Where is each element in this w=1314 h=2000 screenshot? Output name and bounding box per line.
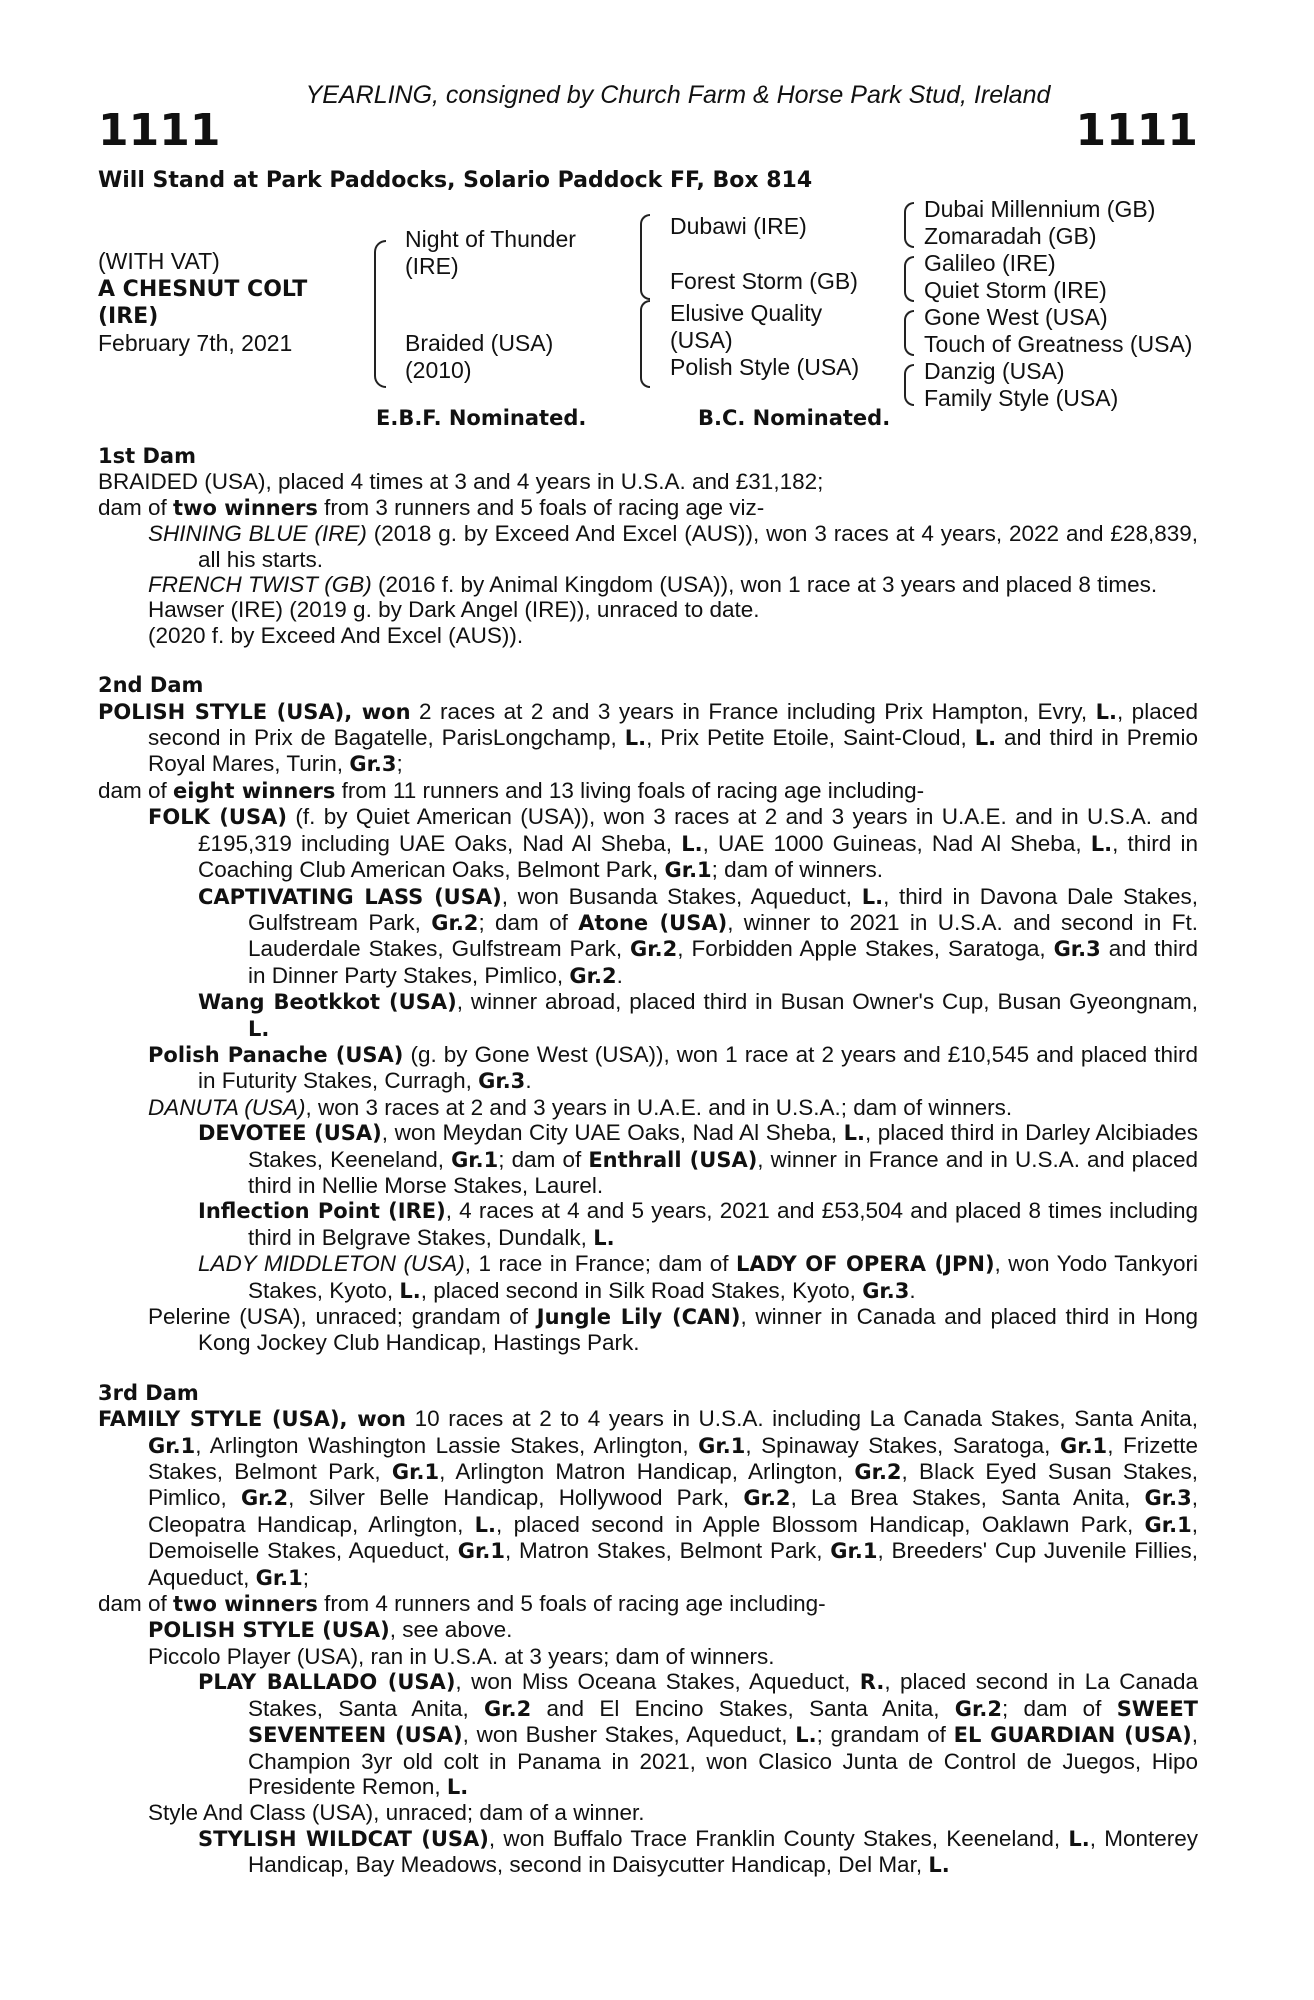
pedigree-table (98, 196, 1198, 411)
ebf-nomination: E.B.F. Nominated. (376, 406, 587, 430)
bc-nomination: B.C. Nominated. (698, 406, 891, 430)
sire-brace (640, 214, 650, 300)
brace-gen3-4 (904, 364, 914, 406)
dam-sire: Elusive Quality (670, 300, 823, 326)
produce-entry: Pelerine (USA), unraced; grandam of Jungle Lily (CAN), winner in Canada and placed third in Hong Kong Jockey Club Handicap, Hastings Park. (148, 1304, 1198, 1356)
first-dam-section (98, 469, 1198, 648)
vat-note: (WITH VAT) (98, 248, 220, 274)
lot-number-right: 1111 (1075, 105, 1198, 156)
third-dam-heading: 3rd Dam (98, 1380, 199, 1405)
dam-year: (2010) (405, 357, 472, 383)
produce-entry: FOLK (USA) (f. by Quiet American (USA)), won 3 races at 2 and 3 years in U.A.E. and in U.S.A. and £195,319 including UAE Oaks, Nad Al Sheba, L., UAE 1000 Guineas, Nad Al Sheba, L., third in Coaching Club American Oaks, Belmont Park, Gr.1; dam of winners. (148, 804, 1198, 883)
sire-dam-dam: Quiet Storm (IRE) (924, 277, 1107, 303)
horse-name: A CHESNUT COLT (98, 277, 308, 302)
parents-brace (374, 240, 386, 388)
produce-entry: Inflection Point (IRE), 4 races at 4 and 5 years, 2021 and £53,504 and placed 8 times including third in Belgrave Stakes, Dundalk, L. (198, 1198, 1198, 1250)
produce-entry: (2020 f. by Exceed And Excel (AUS)). (148, 622, 524, 648)
produce-entry: POLISH STYLE (USA), see above. (148, 1617, 513, 1643)
produce-entry: Piccolo Player (USA), ran in U.S.A. at 3 years; dam of winners. (148, 1643, 775, 1669)
dam-dam: Polish Style (USA) (670, 354, 860, 380)
nominations (98, 404, 1198, 444)
dam-dam-sire: Danzig (USA) (924, 358, 1065, 384)
consignor-line: YEARLING, consigned by Church Farm & Horse Park Stud, Ireland (305, 81, 1051, 109)
produce-entry: Polish Panache (USA) (g. by Gone West (USA)), won 1 race at 2 years and £10,545 and placed third in Futurity Stakes, Curragh, Gr.3. (148, 1041, 1199, 1094)
produce-entry: Hawser (IRE) (2019 g. by Dark Angel (IRE)), unraced to date. (148, 597, 760, 623)
produce-entry: DANUTA (USA), won 3 races at 2 and 3 years in U.A.E. and in U.S.A.; dam of winners. (148, 1094, 1013, 1120)
produce-entry: dam of two winners from 3 runners and 5 foals of racing age viz- (98, 494, 765, 520)
produce-entry: dam of eight winners from 11 runners and 13 living foals of racing age including- (98, 777, 925, 803)
horse-origin: (IRE) (98, 304, 159, 329)
produce-entry: CAPTIVATING LASS (USA), won Busanda Stakes, Aqueduct, L., third in Davona Dale Stakes, Gulfstream Park, Gr.2; dam of Atone (USA), winner to 2021 in U.S.A. and second in Ft. Lauderdale Stakes, Gulfstream Park, Gr.2, Forbidden Apple Stakes, Saratoga, Gr.3 and third in Dinner Party Stakes, Pimlico, Gr.2. (198, 883, 1199, 988)
third-dam-section (98, 1406, 1198, 1878)
produce-entry: FRENCH TWIST (GB) (2016 f. by Animal Kingdom (USA)), won 1 race at 3 years and placed 8 times. (148, 572, 1158, 598)
sire-dam-sire: Galileo (IRE) (924, 250, 1056, 276)
dam-brace (640, 300, 650, 388)
lot-number-row (98, 105, 1198, 166)
first-dam-heading: 1st Dam (98, 444, 196, 468)
produce-entry: SHINING BLUE (IRE) (2018 g. by Exceed And Excel (AUS)), won 3 races at 4 years, 2022 and £28,839, all his starts. (148, 521, 1199, 572)
produce-entry: DEVOTEE (USA), won Meydan City UAE Oaks, Nad Al Sheba, L., placed third in Darley Alcibiades Stakes, Keeneland, Gr.1; dam of Enthrall (USA), winner in France and in U.S.A. and placed third in Nellie Morse Stakes, Laurel. (198, 1120, 1198, 1198)
dam-dam-dam: Family Style (USA) (924, 385, 1119, 411)
sire-sire-dam: Zomaradah (GB) (924, 223, 1097, 249)
catalogue-page (98, 78, 1198, 1879)
sire: Night of Thunder (405, 226, 576, 252)
second-dam-section (98, 699, 1198, 1356)
brace-gen3-1 (904, 202, 914, 248)
dam-sire-origin: (USA) (670, 327, 733, 353)
produce-entry: STYLISH WILDCAT (USA), won Buffalo Trace Franklin County Stakes, Keeneland, L., Monterey Handicap, Bay Meadows, second in Daisycutter Handicap, Del Mar, L. (198, 1825, 1199, 1878)
produce-entry: Style And Class (USA), unraced; dam of a winner. (148, 1800, 645, 1826)
foaling-date: February 7th, 2021 (98, 330, 293, 356)
dam-sire-dam: Touch of Greatness (USA) (924, 331, 1193, 357)
brace-gen3-3 (904, 310, 914, 356)
produce-entry: FAMILY STYLE (USA), won 10 races at 2 to 4 years in U.S.A. including La Canada Stakes, Santa Anita, Gr.1, Arlington Washington Lassie Stakes, Arlington, Gr.1, Spinaway Stakes, Saratoga, Gr.1, Frizette Stakes, Belmont Park, Gr.1, Arlington Matron Handicap, Arlington, Gr.2, Black Eyed Susan Stakes, Pimlico, Gr.2, Silver Belle Handicap, Hollywood Park, Gr.2, La Brea Stakes, Santa Anita, Gr.3, Cleopatra Handicap, Arlington, L., placed second in Apple Blossom Handicap, Oaklawn Park, Gr.1, Demoiselle Stakes, Aqueduct, Gr.1, Matron Stakes, Belmont Park, Gr.1, Breeders' Cup Juvenile Fillies, Aqueduct, Gr.1; (98, 1406, 1198, 1590)
lot-number-left: 1111 (98, 105, 221, 156)
produce-entry: Wang Beotkkot (USA), winner abroad, placed third in Busan Owner's Cup, Busan Gyeongnam, L. (198, 989, 1198, 1041)
produce-entry: BRAIDED (USA), placed 4 times at 3 and 4 years in U.S.A. and £31,182; (98, 469, 824, 495)
sire-sire-sire: Dubai Millennium (GB) (924, 196, 1156, 222)
sire-sire: Dubawi (IRE) (670, 213, 807, 239)
brace-gen3-2 (904, 256, 914, 302)
stabling-info: Will Stand at Park Paddocks, Solario Paddock FF, Box 814 (98, 168, 813, 193)
produce-entry: POLISH STYLE (USA), won 2 races at 2 and 3 years in France including Prix Hampton, Evry, L., placed second in Prix de Bagatelle, ParisLongchamp, L., Prix Petite Etoile, Saint-Cloud, L. and third in Premio Royal Mares, Turin, Gr.3; (98, 698, 1198, 777)
sire-dam: Forest Storm (GB) (670, 268, 858, 294)
produce-entry: LADY MIDDLETON (USA), 1 race in France; dam of LADY OF OPERA (JPN), won Yodo Tankyori Stakes, Kyoto, L., placed second in Silk Road Stakes, Kyoto, Gr.3. (198, 1251, 1198, 1303)
dam-sire-sire: Gone West (USA) (924, 304, 1108, 330)
sire-origin: (IRE) (405, 253, 459, 279)
produce-entry: dam of two winners from 4 runners and 5 foals of racing age including- (98, 1591, 826, 1617)
produce-entry: PLAY BALLADO (USA), won Miss Oceana Stakes, Aqueduct, R., placed second in La Canada Stakes, Santa Anita, Gr.2 and El Encino Stakes, Santa Anita, Gr.2; dam of SWEET SEVENTEEN (USA), won Busher Stakes, Aqueduct, L.; grandam of EL GUARDIAN (USA), Champion 3yr old colt in Panama in 2021, won Clasico Junta de Control de Juegos, Hipo Presidente Remon, L. (198, 1669, 1199, 1799)
second-dam-heading: 2nd Dam (98, 673, 204, 698)
dam: Braided (USA) (405, 330, 554, 356)
